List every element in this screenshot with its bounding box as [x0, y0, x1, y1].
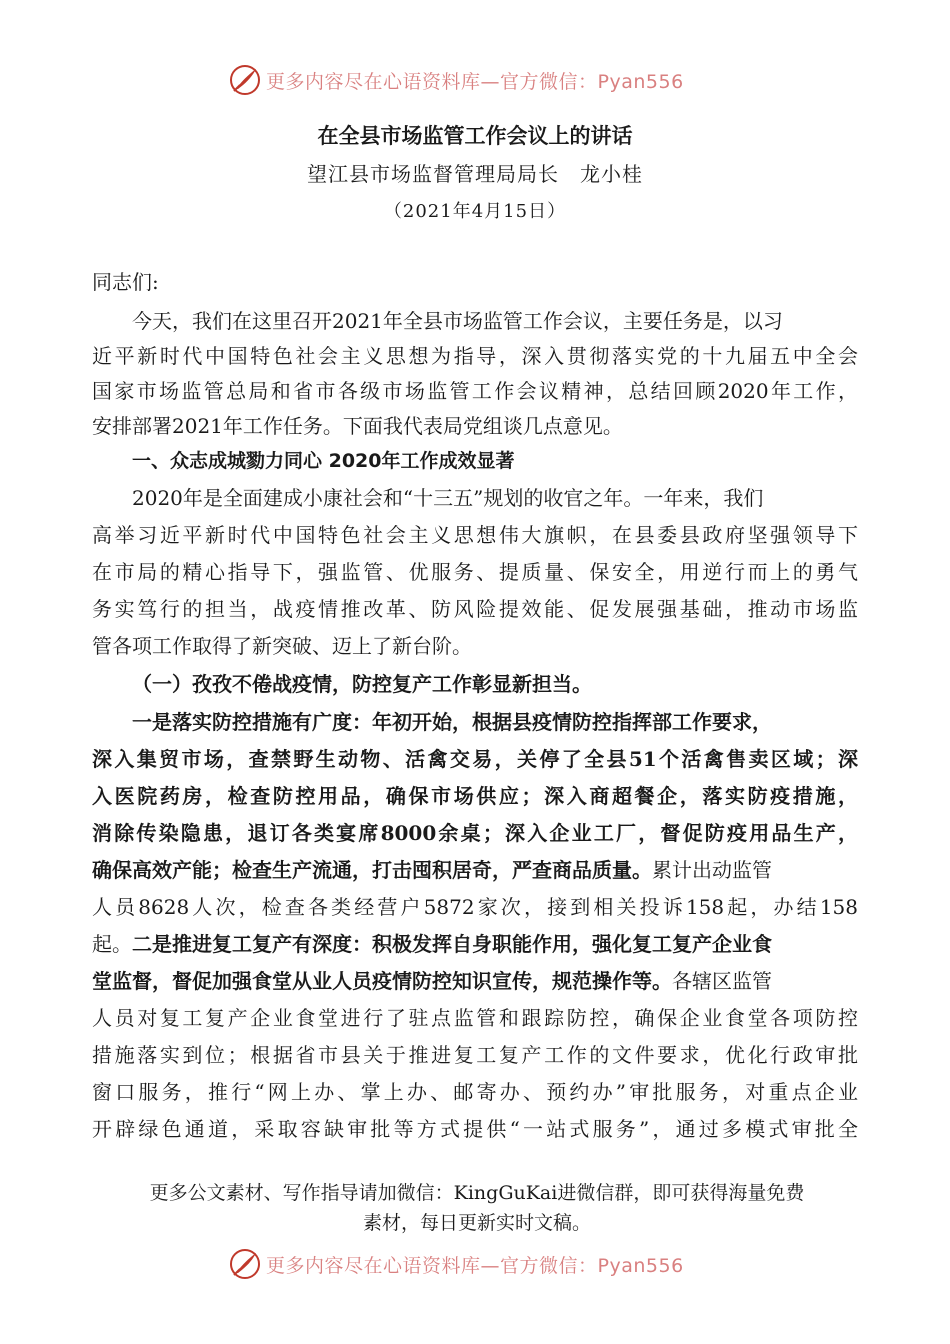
bottom-banner	[0, 1244, 950, 1284]
normal-run: 各辖区监管	[672, 969, 772, 993]
banner-wechat-label: 官方微信：	[500, 70, 598, 93]
paragraph-line-mixed	[92, 926, 772, 962]
paragraph-line: 今天，我们在这里召开2021年全县市场监管工作会议，主要任务是，以习	[132, 309, 783, 333]
bold-run: 确保高效产能；检查生产流通，打击囤积居奇，严查商品质量。	[92, 858, 652, 882]
paragraph-line-mixed	[92, 852, 772, 888]
banner-dash: —	[480, 70, 501, 93]
banner-wechat-label: 官方微信：	[500, 1254, 598, 1277]
paragraph-line-bold: 一是落实防控措施有广度：年初开始，根据县疫情防控指挥部工作要求，	[132, 710, 772, 734]
footer-line-2: 素材，每日更新实时文稿。	[362, 1212, 591, 1234]
section-heading-1: 一、众志成城勠力同心 2020年工作成效显著	[132, 450, 515, 472]
paragraph-line: 2020年是全面建成小康社会和“十三五”规划的收官之年。一年来，我们	[132, 486, 764, 510]
paragraph-line: 人员8628人次，检查各类经营户5872家次，接到相关投诉158起，办结158	[92, 895, 858, 919]
banner-dash: —	[480, 1254, 501, 1277]
feather-pen-logo-icon	[228, 63, 262, 97]
banner-text	[266, 67, 684, 94]
paragraph-line: 在市局的精心指导下，强监管、优服务、提质量、保安全，用逆行而上的勇气	[92, 560, 858, 584]
banner-wechat-id: Pyan556	[597, 70, 684, 93]
footer-note	[92, 1178, 862, 1238]
paragraph-line: 务实笃行的担当，战疫情推改革、防风险提效能、促发展强基础，推动市场监	[92, 597, 858, 621]
paragraph-line: 国家市场监管总局和省市各级市场监管工作会议精神，总结回顾2020年工作，	[92, 379, 858, 403]
paragraph-line-mixed	[92, 963, 772, 999]
top-banner	[0, 60, 950, 100]
paragraph-line: 近平新时代中国特色社会主义思想为指导，深入贯彻落实党的十九届五中全会	[92, 344, 858, 368]
banner-main: 更多内容尽在心语资料库	[266, 70, 481, 93]
banner-main: 更多内容尽在心语资料库	[266, 1254, 481, 1277]
bold-run: 堂监督，督促加强食堂从业人员疫情防控知识宣传，规范操作等。	[92, 969, 672, 993]
footer-line-1: 更多公文素材、写作指导请加微信：KingGuKai进微信群，即可获得海量免费	[149, 1182, 805, 1204]
subsection-heading: （一）孜孜不倦战疫情，防控复产工作彰显新担当。	[132, 672, 592, 696]
feather-pen-logo-icon	[228, 1247, 262, 1281]
normal-run: 累计出动监管	[652, 858, 772, 882]
document-author: 望江县市场监督管理局局长 龙小桂	[307, 162, 643, 186]
banner-text	[266, 1251, 684, 1278]
normal-run: 起。	[92, 932, 132, 956]
document-title: 在全县市场监管工作会议上的讲话	[317, 123, 633, 148]
salutation: 同志们:	[92, 270, 159, 294]
paragraph-line-bold: 入医院药房，检查防控用品，确保市场供应；深入商超餐企，落实防疫措施，	[92, 784, 858, 808]
paragraph-line-bold: 消除传染隐患，退订各类宴席8000余桌；深入企业工厂，督促防疫用品生产，	[92, 821, 858, 845]
paragraph-line: 人员对复工复产企业食堂进行了驻点监管和跟踪防控，确保企业食堂各项防控	[92, 1006, 858, 1030]
paragraph-line: 高举习近平新时代中国特色社会主义思想伟大旗帜，在县委县政府坚强领导下	[92, 523, 858, 547]
document-date: （2021年4月15日）	[383, 201, 567, 222]
paragraph-line: 管各项工作取得了新突破、迈上了新台阶。	[92, 634, 472, 658]
bold-run: 二是推进复工复产有深度：积极发挥自身职能作用，强化复工复产企业食	[132, 932, 772, 956]
paragraph-line: 窗口服务，推行“网上办、掌上办、邮寄办、预约办”审批服务，对重点企业	[92, 1080, 858, 1104]
paragraph-line: 安排部署2021年工作任务。下面我代表局党组谈几点意见。	[92, 414, 623, 438]
paragraph-line: 措施落实到位；根据省市县关于推进复工复产工作的文件要求，优化行政审批	[92, 1043, 858, 1067]
banner-wechat-id: Pyan556	[597, 1254, 684, 1277]
paragraph-line: 开辟绿色通道，采取容缺审批等方式提供“一站式服务”，通过多模式审批全	[92, 1117, 858, 1141]
paragraph-line-bold: 深入集贸市场，查禁野生动物、活禽交易，关停了全县51个活禽售卖区域；深	[92, 747, 858, 771]
